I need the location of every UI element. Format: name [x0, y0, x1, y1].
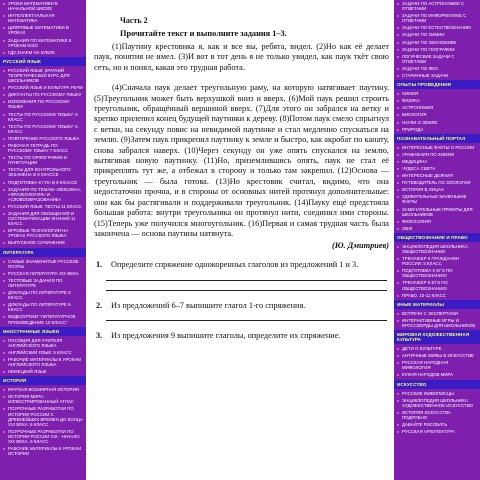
sidebar-link[interactable]: ДЕТИ О КУЛЬТУРЕ — [394, 345, 480, 352]
sidebar-link[interactable]: НЕМЕЦКИЙ ЯЗЫК — [0, 368, 86, 375]
sidebar-link[interactable]: ВИДЕОУРОКИ "ЛИТЕРАТУРНОЕ ПРОИЗВЕДЕНИЕ 10 КЛАСС" — [0, 313, 86, 325]
sidebar-link[interactable]: ПОДГОТОВКА К ЕГЭ ПО ОБЩЕСТВОЗНАНИЮ — [394, 267, 480, 279]
task-text: Из предложений 6–7 выпишите глагол 1-го спряжения. — [111, 300, 306, 310]
sidebar-link[interactable]: МЕДИЦИНА — [394, 158, 480, 165]
answer-line — [106, 311, 387, 321]
task-text: Из предложения 9 выпишите глаголы, определите их спряжение. — [111, 331, 341, 341]
sidebar-link[interactable]: ЗАДАЧИ ПО ГЕОГРАФИИ — [394, 46, 480, 53]
sidebar-link[interactable]: БИОЛОГИЯ — [394, 111, 480, 118]
sidebar-link[interactable]: УРОКИ МАТЕМАТИКИ В НАЧАЛЬНОЙ ШКОЛЕ — [0, 0, 86, 12]
sidebar-link[interactable]: ЗАДАНИЯ ПО МАТЕМАТИКЕ К УРОКАМ ЮЗО — [0, 37, 86, 49]
sidebar-link[interactable]: ДАВАЙТЕ РИСОВАТЬ — [394, 421, 480, 428]
sidebar-link[interactable]: САМЫЕ ЗНАМЕНИТЫЕ РУССКИЕ ПОЭТЫ — [0, 258, 86, 270]
section-header: РУССКИЙ ЯЗЫК — [0, 57, 86, 66]
sidebar-link[interactable]: ЭНЦИКЛОПЕДИЯ ШКОЛЬНИКА. ОБЩЕСТВОЗНАНИЕ — [394, 243, 480, 255]
sidebar-link[interactable]: ТЕСТЫ ПО ОРФОГРАФИИ И ПУНКТУАЦИИ — [0, 154, 86, 166]
sidebar-link[interactable]: ПОУРОЧНЫЕ РАЗРАБОТКИ ПО ИСТОРИИ РОССИИ С ДРЕВНЕЙШИХ ВРЕМЕН ДО КОНЦА XVI ВЕКА: 6 КЛАСС — [0, 405, 86, 427]
sidebar-link[interactable]: ПОУРОЧНЫЕ РАЗРАБОТКИ ПО ИСТОРИИ РОССИИ XIX - НАЧАЛО XIX ВЕКА. 9 КЛАСС — [0, 428, 86, 445]
sidebar-link[interactable]: ТЕСТЫ ДЛЯ КОНТРОЛЬНОГО ЭКЗАМЕНА В 9 КЛАССЕ — [0, 166, 86, 178]
author: (Ю. Дмитриев) — [331, 241, 389, 251]
sidebar-link[interactable]: ТЕСТЫ ПО РУССКОМУ ЯЗЫКУ: 6 КЛАСС — [0, 123, 86, 135]
sidebar-link[interactable]: ПОСОБИЯ ДЛЯ УЧИТЕЛЯ АНГЛИЙСКОГО ЯЗЫКА — [0, 337, 86, 349]
sidebar-link[interactable]: ИГРОВЫЕ ТЕХНОЛОГИИ НА УРОКАХ РУССКОГО ЯЗЫКА — [0, 227, 86, 239]
section-header: ЛИТЕРАТУРА — [0, 248, 86, 257]
sidebar-link[interactable]: ТРЕНАЖЕР К ГРАЖДАНИН РОССИИ: 5 КЛАСС — [394, 255, 480, 267]
main-content — [86, 0, 394, 480]
sidebar-link[interactable]: ТЕСТОВЫЕ ЗАДАНИЯ ПО ЛИТЕРАТУРЕ — [0, 277, 86, 289]
answer-line — [106, 281, 387, 291]
sidebar-link[interactable]: ДОКЛАДЫ ПО ЛИТЕРАТУРЕ 5 КЛАСС — [0, 289, 86, 301]
sidebar-link[interactable]: РУССКИЕ ЖИВОПИСЦЫ — [394, 390, 480, 397]
sidebar-link[interactable]: РУССКАЯ НАРОДНАЯ МИФОЛОГИЯ — [394, 359, 480, 371]
sidebar-link[interactable]: ПУТЕВОДИТЕЛЬ ПО ЗООЛОГИИ — [394, 179, 480, 186]
sidebar-link[interactable]: КРАТКАЯ ВСЕМИРНАЯ ИСТОРИЯ — [0, 386, 86, 393]
sidebar-link[interactable]: РУССКИЙ ЯЗЫК: КРАТКИЙ ТЕОРЕТИЧЕСКИЙ КУРС ДЛЯ ШКОЛЬНИКОВ — [0, 67, 86, 84]
answer-line — [106, 271, 387, 281]
instruction: Прочитайте текст и выполните задания 1–3. — [120, 29, 287, 38]
task-number: 3. — [96, 331, 103, 341]
sidebar-link[interactable]: ВСТРЕЧИ С ЭКСПЕРТАМИ — [394, 310, 480, 317]
sidebar-link[interactable]: ЛОГИЧЕСКИЕ ЗАДАЧИ С ОТВЕТАМИ — [394, 53, 480, 65]
task-1 — [94, 260, 389, 270]
sidebar-link[interactable]: ПРАВО. 10-11 КЛАСС — [394, 292, 480, 299]
sidebar-link[interactable]: ДИКТАНТЫ ПО РУССКОМУ ЯЗЫКУ — [0, 91, 86, 98]
sidebar-link[interactable]: ИНТЕЛЛЕКТУАЛЬНАЯ МАТЕМАТИКА — [0, 12, 86, 24]
sidebar-link[interactable]: ЗАДАНИЯ ПО ТЕМАМ «ЛЕКСИКА», «ФРАЗЕОЛОГИЯ» И «СЛОВООБРАЗОВАНИЕ» — [0, 186, 86, 203]
sidebar-link[interactable]: ЗАДАНИЯ ДЛЯ ОБОБЩЕНИЯ И СИСТЕМАТИЗАЦИИ ЗНАНИЙ 11 КЛАСС — [0, 210, 86, 227]
section-header: ИСТОРИЯ — [0, 376, 86, 385]
sidebar-link[interactable]: ЗАДАЧИ ПО АСТРОНОМИИ С ОТВЕТАМИ — [394, 0, 480, 12]
section-header: ИНЫЕ МАТЕРИАЛЫ — [394, 300, 480, 309]
sidebar-link[interactable]: ЭНЦИКЛОПЕДИЯ ШКОЛЬНИКА: ХУДОЖЕСТВЕННОЕ ИСКУССТВО — [394, 397, 480, 409]
sidebar-link[interactable]: ИНТЕРЕСНЫЕ ФАКТЫ О РОССИИ — [394, 144, 480, 151]
sidebar-link[interactable]: ПОДГОТОВКА К ГИА В 9 КЛАССЕ — [0, 179, 86, 186]
section-header: ИНОСТРАННЫЕ ЯЗЫКИ — [0, 327, 86, 336]
sidebar-link[interactable]: ЧУДЕСА СВЕТА — [394, 165, 480, 172]
section-header: МИРОВАЯ ХУДОЖЕСТВЕННАЯ КУЛЬТУРА — [394, 330, 480, 344]
sidebar-link[interactable]: ЗАМЕЧАТЕЛЬНЫЕ ПРИЮТЫ ДЛЯ ШКОЛЬНИКОВ — [394, 206, 480, 218]
section-header: ОБЩЕСТВОЗНАНИЕ И ПРАВО — [394, 233, 480, 242]
sidebar-link[interactable]: РУССКАЯ АРХИТЕКТУРА — [394, 428, 480, 435]
sidebar-link[interactable]: ЗАДАЧИ ПО ИНФОРМАТИКЕ С ОТВЕТАМИ — [394, 12, 480, 24]
sidebar-link[interactable]: ИЗЛОЖЕНИЯ ПО РУССКОМУ ЯЗЫКУ — [0, 98, 86, 110]
sidebar-link[interactable]: ОБЖ — [394, 225, 480, 232]
sidebar-link[interactable]: ЦИФРОВЫЕ МАТЕМАТИКИ В УРОКАХ — [0, 24, 86, 36]
sidebar-link[interactable]: ТЕСТЫ ПО РУССКОМУ ЯЗЫКУ: 5 КЛАСС — [0, 111, 86, 123]
sidebar-link[interactable]: ЗАДАЧИ ПО ЕСТЕСТВОЗНАНИЮ — [394, 24, 480, 31]
right-sidebar — [394, 0, 480, 480]
sidebar-link[interactable]: ИСТОРИЯ ИСКУССТВА ПОДРОБНО — [394, 409, 480, 421]
sidebar-link[interactable]: ПОВТОРЕНИЕ РУССКОГО ЯЗЫКА — [0, 135, 86, 142]
sidebar-link[interactable]: ХИМИЯ — [394, 90, 480, 97]
sidebar-link[interactable]: РУССКАЯ ЛИТЕРАТУРА XIX ВЕКА — [0, 270, 86, 277]
task-number: 2. — [96, 300, 103, 310]
sidebar-link[interactable]: УРАВНЕНИЯ ПО ХИМИИ — [394, 151, 480, 158]
sidebar-link[interactable]: РУССКИЙ ЯЗЫК И КУЛЬТУРА РЕЧИ — [0, 84, 86, 91]
sidebar-link[interactable]: НАУКИ О ЗЕМЛЕ — [394, 119, 480, 126]
sidebar-link[interactable]: ЗАДАЧИ ПО ЭКОНОМИКЕ — [394, 39, 480, 46]
section-header: ОПЫТЫ ПРОВЕДЕНИЯ — [394, 80, 480, 89]
sidebar-link[interactable]: ИСТОРИЯ В ЛИЦАХ — [394, 186, 480, 193]
sidebar-link[interactable]: ПРИРОДА — [394, 126, 480, 133]
sidebar-link[interactable]: СТАРИННЫЕ ЗАДАЧИ — [394, 72, 480, 79]
sidebar-link[interactable]: ГДЗ ЗНАЕМ НА 5УБОК — [0, 49, 86, 56]
sidebar-link[interactable]: ТРЕНАЖЕР К ЕГЭ ПО ОБЩЕСТВОЗНАНИЮ — [394, 279, 480, 291]
sidebar-link[interactable]: РАБОЧАЯ ТЕТРАДЬ ПО РУССКОМУ ЯЗЫКУ 7 КЛАСС — [0, 142, 86, 154]
sidebar-link[interactable]: ДОКЛАДЫ ПО ЛИТЕРАТУРЕ 6 КЛАСС — [0, 301, 86, 313]
section-header: ИСКУССТВО — [394, 380, 480, 389]
text-paragraph: (1)Паутину крестовика я, как и все вы, ребята, видел. (2)Но как её делает паук, понятия не имел. (3)И вот в тот день я не только увидел, как паук ткёт свою сеть, но и понял, какая это трудная работа. — [94, 42, 389, 72]
sidebar-link[interactable]: ФИЗИКА — [394, 97, 480, 104]
sidebar-link[interactable]: РУССКИЙ ЯЗЫК: ТЕСТЫ 11 КЛАСС — [0, 203, 86, 210]
sidebar-link[interactable]: ИНТЕРАКТИВНЫЕ ИГРЫ И КРОССВОРДЫ ДЛЯ ШКОЛЬНИКОВ — [394, 317, 480, 329]
sidebar-link[interactable]: ИСТОРИЯ МИРА: ИЛЛЮСТРИРОВАННЫЙ АТЛАС — [0, 393, 86, 405]
section-header: ПОЗНАВАТЕЛЬНЫЙ ПОРТАЛ — [394, 134, 480, 143]
sidebar-link[interactable]: РАБОЧИЕ МАТЕРИАЛЫ К УРОКАМ ИСТОРИИ — [0, 445, 86, 457]
sidebar-link[interactable]: РАБОЧИЕ МАТЕРИАЛЫ К УРОКАМ АНГЛИЙСКОГО ЯЗЫКА — [0, 356, 86, 368]
task-2 — [94, 301, 389, 311]
left-sidebar — [0, 0, 86, 480]
part-title: Часть 2 — [120, 16, 148, 25]
sidebar-link[interactable]: УДИВИТЕЛЬНЫЕ МАЛЕНЬКИЕ ФАКТЫ — [394, 193, 480, 205]
sidebar-link[interactable]: ВЫПУСКНОЕ СОЧИНЕНИЕ — [0, 239, 86, 246]
sidebar-link[interactable]: АНТИЧНЫЕ МИФЫ В ИСКУССТВЕ — [394, 352, 480, 359]
sidebar-link[interactable]: ИНТЕРЕСНЫЕ ДЕЯНИЯ — [394, 172, 480, 179]
task-number: 1. — [96, 260, 103, 270]
sidebar-link[interactable]: ЗАДАЧИ ПО ХИМИИ — [394, 31, 480, 38]
sidebar-link[interactable]: АСТРОНОМИЯ — [394, 104, 480, 111]
task-3 — [94, 331, 389, 341]
task-text: Определите спряжение однокоренных глаголов из предложений 1 и 3. — [111, 260, 359, 270]
text-paragraph: (4)Сначала паук делает треугольную раму, на которую натягивает паутину. (5)Треугольник может быть верхушкой вниз и вверх. (6)Мой паук решил строить треугольник, обращённый вершиной вверх. (7)Для этого он забрался на ветку и крепко прилепил конец будущей паутинки к дереву. (8)Потом паук смело спрыгнул с ветки, на секунду повис на невидимой паутинке и стал медленно спускаться на землю. (9)Затем паук прикрепил паутинку к земле и быстро, как акробат по канату, снова забрался наверх. (10)Через секунду он уже опять спускался на землю, вытягивая новую паутинку. (11)Но, приземлившись опять, паук не стал её прикреплять тут же, а отбежал в сторону и только там закрепил. (12)Основа — треугольник — была готова. (13)Но крестовик считал, видимо, что она недостаточно прочна, и в стороны от основных нитей протянул дополнительные: они как бы растягивали и поддерживали треугольник. (14)Пауку ещё предстояла большая работа: внутри треугольника он протянул нити, соединил ими стороны. (15)Теперь уже получился многоугольник. (16)Первая и самая трудная часть была закончена — основа паутины натянута. — [94, 83, 389, 238]
sidebar-link[interactable]: ФИЛОСОФИЯ — [394, 218, 480, 225]
sidebar-link[interactable]: АНГЛИЙСКИЙ ЯЗЫК: 5 КЛАСС — [0, 349, 86, 356]
sidebar-link[interactable]: ЗАДАЧИ ПО ЖКХ — [394, 65, 480, 72]
sidebar-link[interactable]: КУХНЯ НАРОДОВ МИРА — [394, 371, 480, 378]
